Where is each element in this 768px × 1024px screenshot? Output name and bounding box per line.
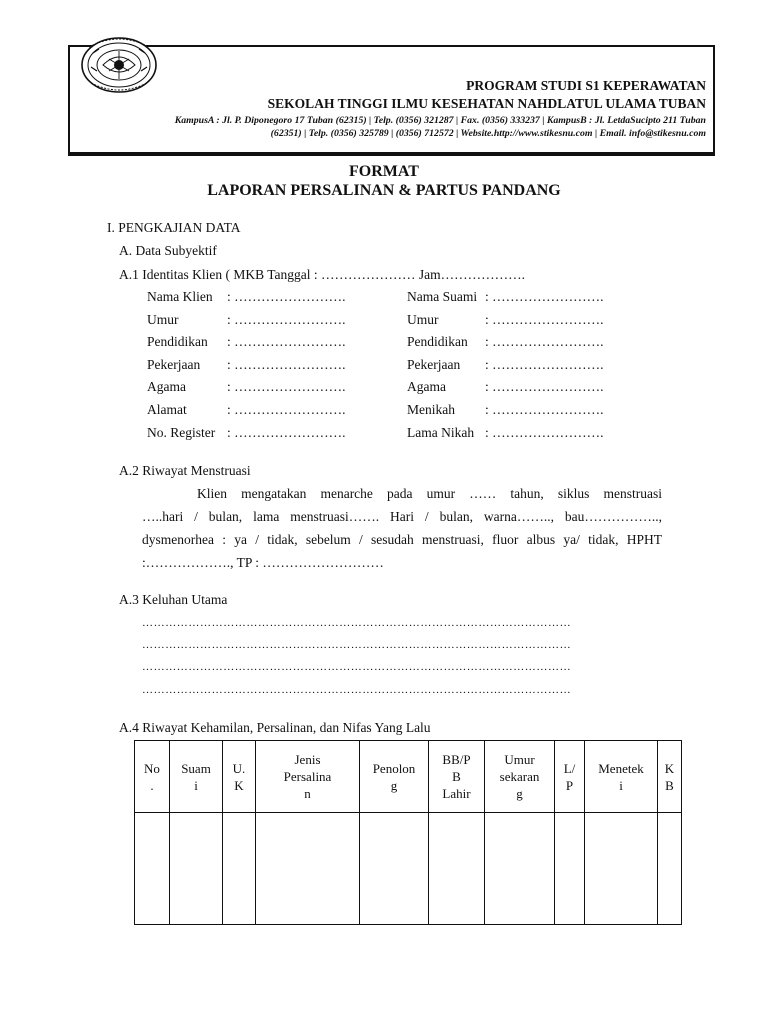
client-address-label: Alamat (147, 402, 187, 417)
husband-occupation-field[interactable]: : ……………………. (485, 357, 604, 372)
husband-education-label: Pendidikan (407, 334, 468, 349)
client-education-field[interactable]: : ……………………. (227, 334, 346, 349)
column-header-husband: Suam i (170, 741, 223, 813)
column-header-birth-attendant: Penolon g (360, 741, 429, 813)
client-education-label: Pendidikan (147, 334, 208, 349)
husband-age-field[interactable]: : ……………………. (485, 312, 604, 327)
client-religion-label: Agama (147, 379, 186, 394)
institution-logo-icon (79, 35, 159, 95)
table-cell[interactable] (256, 813, 360, 925)
column-header-gestational-age: U. K (223, 741, 256, 813)
column-header-sex: L/ P (555, 741, 585, 813)
register-number-field[interactable]: : ……………………. (227, 425, 346, 440)
married-label: Menikah (407, 402, 455, 417)
client-religion-field[interactable]: : ……………………. (227, 379, 346, 394)
column-header-delivery-type: Jenis Persalina n (256, 741, 360, 813)
column-header-no: No . (135, 741, 170, 813)
table-cell[interactable] (658, 813, 682, 925)
column-header-birth-weight: BB/P B Lahir (429, 741, 485, 813)
client-name-label: Nama Klien (147, 289, 213, 304)
client-age-label: Umur (147, 312, 179, 327)
table-cell[interactable] (555, 813, 585, 925)
table-cell[interactable] (223, 813, 256, 925)
husband-name-field[interactable]: : ……………………. (485, 289, 604, 304)
main-complaint-field[interactable]: ………………………………………………………………………………………………… (142, 684, 572, 696)
client-address-field[interactable]: : ……………………. (227, 402, 346, 417)
husband-name-label: Nama Suami (407, 289, 478, 304)
pregnancy-history-heading: A.4 Riwayat Kehamilan, Persalinan, dan Nifas Yang Lalu (119, 720, 431, 735)
table-cell[interactable] (585, 813, 658, 925)
table-cell[interactable] (429, 813, 485, 925)
main-complaint-heading: A.3 Keluhan Utama (119, 592, 228, 607)
husband-occupation-label: Pekerjaan (407, 357, 461, 372)
table-row (135, 813, 682, 925)
column-header-breastfeeding: Menetek i (585, 741, 658, 813)
menstruation-line: dysmenorhea : ya / tidak, sebelum / sesudah menstruasi, fluor albus ya/ tidak, HPHT (142, 532, 662, 547)
client-occupation-label: Pekerjaan (147, 357, 201, 372)
husband-education-field[interactable]: : ……………………. (485, 334, 604, 349)
pregnancy-history-table (134, 740, 682, 925)
table-cell[interactable] (170, 813, 223, 925)
husband-religion-label: Agama (407, 379, 446, 394)
marriage-duration-label: Lama Nikah (407, 425, 475, 440)
main-complaint-field[interactable]: ………………………………………………………………………………………………… (142, 661, 572, 673)
menstruation-line: …..hari / bulan, lama menstruasi……. Hari / bulan, warna…….., bau…………….., (142, 509, 662, 524)
table-header-row (135, 741, 682, 813)
program-name: PROGRAM STUDI S1 KEPERAWATAN (466, 78, 706, 93)
client-name-field[interactable]: : ……………………. (227, 289, 346, 304)
husband-religion-field[interactable]: : ……………………. (485, 379, 604, 394)
client-occupation-field[interactable]: : ……………………. (227, 357, 346, 372)
married-field[interactable]: : ……………………. (485, 402, 604, 417)
client-age-field[interactable]: : ……………………. (227, 312, 346, 327)
table-cell[interactable] (485, 813, 555, 925)
section-heading: I. PENGKAJIAN DATA (107, 220, 241, 235)
identity-heading: A.1 Identitas Klien ( MKB Tanggal : ………………… Jam………………. (119, 267, 526, 282)
menstruation-line: Klien mengatakan menarche pada umur …… tahun, siklus menstruasi (197, 486, 662, 501)
main-complaint-field[interactable]: ………………………………………………………………………………………………… (142, 639, 572, 651)
column-header-current-age: Umur sekaran g (485, 741, 555, 813)
husband-age-label: Umur (407, 312, 439, 327)
table-cell[interactable] (360, 813, 429, 925)
register-number-label: No. Register (147, 425, 216, 440)
marriage-duration-field[interactable]: : ……………………. (485, 425, 604, 440)
column-header-family-planning: K B (658, 741, 682, 813)
main-complaint-field[interactable]: ………………………………………………………………………………………………… (142, 617, 572, 629)
table-cell[interactable] (135, 813, 170, 925)
subsection-heading: A. Data Subyektif (119, 243, 217, 258)
institution-name: SEKOLAH TINGGI ILMU KESEHATAN NAHDLATUL ULAMA TUBAN (267, 96, 706, 111)
menstruation-line: :………………., TP : ……………………… (142, 555, 384, 570)
campus-address-line-2: (62351) | Telp. (0356) 325789 | (0356) 712572 | Website.http://www.stikesnu.com | Email. info@stikesnu.com (270, 128, 706, 139)
document-title: LAPORAN PERSALINAN & PARTUS PANDANG (207, 182, 561, 199)
document-title-format: FORMAT (349, 163, 419, 180)
campus-address-line-1: KampusA : Jl. P. Diponegoro 17 Tuban (62315) | Telp. (0356) 321287 | Fax. (0356) 333237 | KampusB : Jl. LetdaSucipto 211 Tuban (174, 115, 706, 126)
menstruation-history-heading: A.2 Riwayat Menstruasi (119, 463, 251, 478)
